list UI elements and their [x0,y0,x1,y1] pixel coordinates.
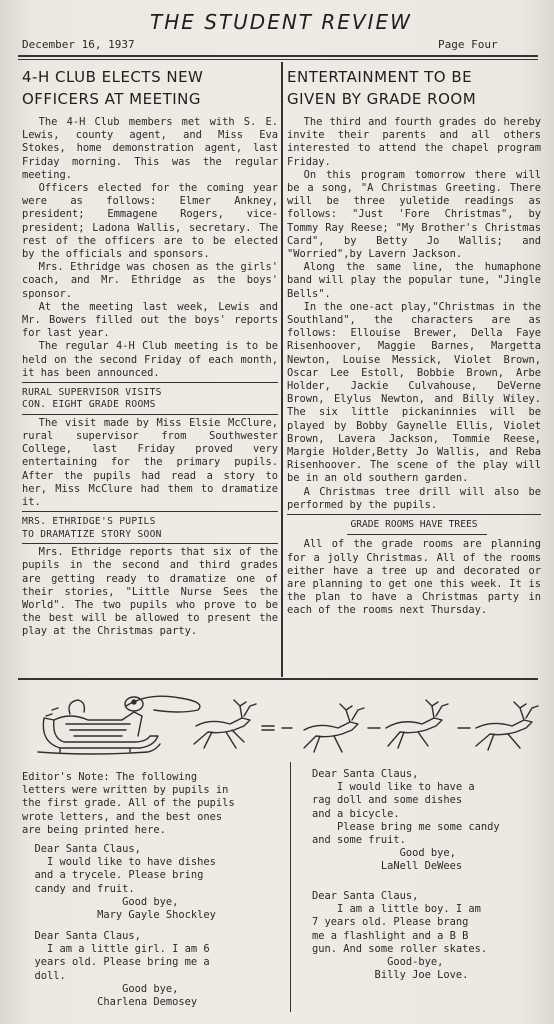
article-paragraph: All of the grade rooms are planning for a jolly Christmas. All of the rooms either have a tree up and decorated or are planning to get one this week. It is the plan to have a Christmas party in each of the rooms next Thursday. [287,538,541,617]
santa-sleigh-reindeer-icon [30,690,550,760]
article-paragraph: Mrs. Ethridge reports that six of the pupils in the second and third grades are getting ready to dramatize one of their stories, "Little Nurse Sees the World". The two pupils who prove to be the best will be allowed to present the play at the Christmas party. [22,546,278,638]
text-line: I am a little girl. I am 6 [22,943,210,956]
text-line: Dear Santa Claus, [312,768,419,780]
text-line: letters were written by pupils in [22,784,229,797]
letter-mary-gayle [22,843,284,922]
text-line: Editor's Note: The following [22,771,198,783]
text-line: Dear Santa Claus, [312,890,419,902]
text-line: me a flashlight and a B B [312,929,469,942]
text-line: Mary Gayle Shockley [22,909,216,922]
article-paragraph: On this program tomorrow there will be a song, "A Christmas Greeting. There will be three yuletide readings as follows: "Just 'Fore Christmas", by Tommy Ray Reese; "My Brother's Christmas Card", by Betty Jo Wallis; and "Worried",by Lavern Jackson. [287,168,541,261]
text-line: Billy Joe Love. [312,969,469,982]
text-line: and a trycele. Please bring [22,869,204,882]
left-column [22,66,278,639]
article-paragraph: The third and fourth grades do hereby invite their parents and all others interested to attend the chapel program Friday. [287,116,541,168]
letter-lanell [312,768,544,874]
article-paragraph: Along the same line, the humaphone band will play the popular tune, "Jingle Bells". [287,261,541,300]
text-line: wrote letters, and the best ones [22,810,223,823]
text-line: years old. Please bring me a [22,956,210,969]
text-line: Charlena Demosey [22,996,198,1009]
subheadline-grade-rooms: GRADE ROOMS HAVE TREES [350,519,478,531]
page-number: Page Four [438,38,498,51]
text-line: Good bye, [22,895,179,908]
article-paragraph: A Christmas tree drill will also be performed by the pupils. [287,485,541,511]
subhead-underline [347,534,487,535]
text-line: I would like to have a [312,781,475,794]
right-column [287,66,541,618]
letters-divider [290,762,291,1012]
masthead-rule-top [18,55,538,57]
text-line: LaNell DeWees [312,860,463,873]
article-paragraph: The 4-H Club members met with S. E. Lewis, county agent, and Miss Eva Stokes, home demonstration agent, last Friday morning. This was the regular meeting. [22,116,278,181]
article-paragraph: The regular 4-H Club meeting is to be held on the second Friday of each month, it has been announced. [22,340,278,379]
section-rule [18,678,538,680]
subheadline-rural-supervisor: RURAL SUPERVISOR VISITS CON. EIGHT GRADE ROOMS [22,387,162,411]
masthead-title: THE STUDENT REVIEW [150,10,412,34]
text-line: I am a little boy. I am [312,903,481,916]
subhead-underline [22,414,278,415]
text-line: and some fruit. [312,834,406,847]
article-paragraph: Mrs. Ethridge was chosen as the girls' coach, and Mr. Ethridge as the boys' sponsor. [22,261,278,300]
text-line: gun. And some roller skates. [312,942,488,955]
text-line: 7 years old. Please brang [312,916,469,929]
text-line: Dear Santa Claus, [22,930,141,942]
letter-charlena [22,930,284,1009]
article-paragraph: The visit made by Miss Elsie McClure, rural supervisor from Southwester College, last Friday proved very entertaining for the primary pupils. After the pupils had read a story to her, Miss McClure had them to dramatize it. [22,416,278,509]
text-line: I would like to have dishes [22,856,216,869]
text-line: doll. [22,969,66,982]
text-line: Good bye, [312,847,456,860]
subhead-underline [22,543,278,544]
headline-entertainment: ENTERTAINMENT TO BE GIVEN BY GRADE ROOM [287,68,477,108]
text-line: Good bye, [22,982,179,995]
text-line: rag doll and some dishes [312,794,463,807]
article-paragraph: Officers elected for the coming year were as follows: Elmer Ankney, president; Emmagene Rogers, vice-president; Ladona Wallis, secretary. The rest of the officers are to be elected by the officials and sponsors. [22,182,278,261]
article-separator [22,511,278,512]
masthead-rule-bottom [18,59,538,60]
text-line: candy and fruit. [22,882,135,895]
text-line: Please bring me some candy [312,820,500,833]
subheadline-ethridge-pupils: MRS. ETHRIDGE'S PUPILS TO DRAMATIZE STORY SOON [22,516,162,540]
text-line: the first grade. All of the pupils [22,797,235,810]
editors-note [22,771,284,837]
text-line: and a bicycle. [312,807,400,820]
text-line: are being printed here. [22,823,166,836]
text-line: Dear Santa Claus, [22,843,141,855]
article-paragraph: In the one-act play,"Christmas in the Southland", the characters are as follows: Ellouise Brewer, Della Faye Risenhoover, Maggie Barnes, Margetta Newton, Louise Messick, Violet Brown, Oscar Lee Estoll, Bobbie Brown, Arbe Holder, Jackie Culvahouse, DeVerne Brown, Elylus Newton, and Billy Wiley. The six little pickaninnies will be played by Bobby Gaynelle Ellis, Violet Brown, Lavera Jackson, Tommie Reese, Margie Holder,Betty Jo Wallis, and Reba Risenhoover. The scene of the play will be in an old southern garden. [287,300,541,485]
issue-date: December 16, 1937 [22,38,135,51]
article-separator [287,514,541,515]
letter-billy-joe [312,890,544,982]
article-separator [22,382,278,383]
headline-4h-club: 4-H CLUB ELECTS NEW OFFICERS AT MEETING [22,68,204,108]
masthead [0,0,554,60]
article-paragraph: At the meeting last week, Lewis and Mr. Bowers filled out the boys' reports for last year. [22,300,278,340]
text-line: Good-bye, [312,956,444,969]
column-divider [281,62,283,677]
